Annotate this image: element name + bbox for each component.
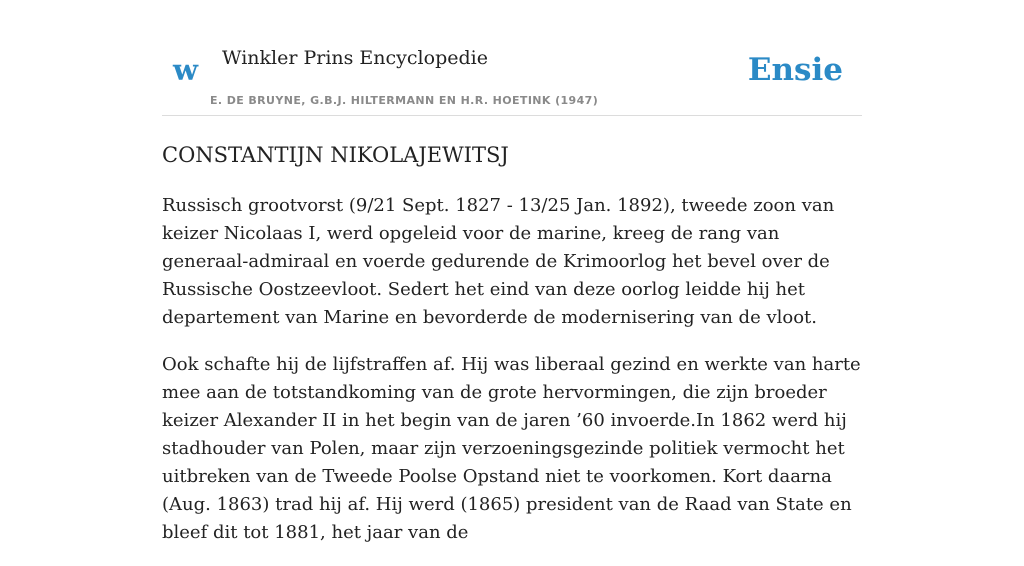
article-headword: CONSTANTIJN NIKOLAJEWITSJ [162,143,509,167]
site-header [162,0,862,116]
authors-line: E. DE BRUYNE, G.B.J. HILTERMANN EN H.R. HOETINK (1947) [210,94,599,107]
article-paragraph: Russisch grootvorst (9/21 Sept. 1827 - 13/25 Jan. 1892), tweede zoon van keizer Nicolaas I, werd opgeleid voor de marine, kreeg de rang van generaal-admiraal en voerde gedurende de Krimoorlog het bevel over de Russische Oostzeevloot. Sedert het eind van deze oorlog leidde hij het departement van Marine en bevorderde de modernisering van de vloot. [162,195,835,328]
ensie-logo[interactable]: Ensie [747,52,843,88]
article-body [162,192,862,566]
winkler-prins-logo[interactable]: w [173,53,198,87]
article-paragraph: Ook schafte hij de lijfstraffen af. Hij was liberaal gezind en werkte van harte mee aan de totstandkoming van de grote hervormingen, die zijn broeder keizer Alexander II in het begin van de jaren ’60 invoerde.In 1862 werd hij stadhouder van Polen, maar zijn verzoeningsgezinde politiek vermocht het uitbreken van de Tweede Poolse Opstand niet te voorkomen. Kort daarna (Aug. 1863) trad hij af. Hij werd (1865) president van de Raad van State en bleef dit tot 1881, het jaar van de [162,354,861,543]
site-title[interactable]: Winkler Prins Encyclopedie [222,47,488,69]
